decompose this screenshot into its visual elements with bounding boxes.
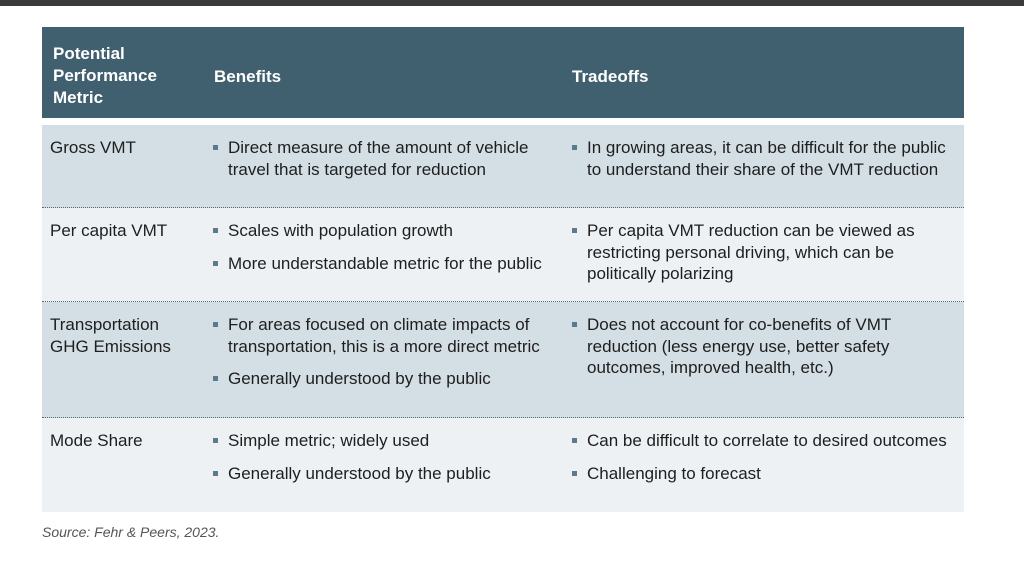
bullet-icon <box>213 471 218 476</box>
benefits-cell <box>211 314 556 401</box>
top-bar <box>0 0 1024 6</box>
header-benefits: Benefits <box>214 67 282 86</box>
benefit-item <box>211 137 556 180</box>
bullet-icon <box>213 322 218 327</box>
tradeoff-item <box>570 220 955 285</box>
benefit-item <box>211 253 556 275</box>
benefit-text: For areas focused on climate impacts of transportation, this is a more direct metric <box>228 315 540 356</box>
bullet-icon <box>572 145 577 150</box>
bullet-icon <box>572 322 577 327</box>
benefits-cell <box>211 430 556 495</box>
benefit-text: Simple metric; widely used <box>228 431 430 450</box>
tradeoff-item <box>570 137 955 180</box>
benefit-text: Scales with population growth <box>228 221 453 240</box>
tradeoff-item <box>570 463 955 485</box>
benefit-item <box>211 220 556 242</box>
benefit-item <box>211 463 556 485</box>
tradeoff-item <box>570 430 955 452</box>
bullet-icon <box>213 145 218 150</box>
table-row <box>42 302 964 418</box>
tradeoff-text: Per capita VMT reduction can be viewed as restricting personal driving, which can be politically polarizing <box>587 221 915 283</box>
metric-cell: Mode Share <box>50 431 143 450</box>
bullet-icon <box>213 376 218 381</box>
benefits-cell <box>211 137 556 191</box>
benefit-item <box>211 368 556 390</box>
benefit-text: More understandable metric for the public <box>228 253 542 273</box>
tradeoffs-cell <box>570 137 955 191</box>
tradeoffs-cell <box>570 314 955 390</box>
table-row <box>42 418 964 512</box>
benefit-item <box>211 314 556 357</box>
bullet-icon <box>572 471 577 476</box>
source-caption: Source: Fehr & Peers, 2023. <box>42 524 220 540</box>
metrics-table <box>42 27 964 512</box>
tradeoff-text: Can be difficult to correlate to desired outcomes <box>587 431 947 450</box>
table-row <box>42 208 964 302</box>
benefits-cell <box>211 220 556 285</box>
header-tradeoffs: Tradeoffs <box>572 67 649 86</box>
benefit-text: Generally understood by the public <box>228 369 491 388</box>
table-header <box>42 27 964 118</box>
tradeoff-text: Does not account for co-benefits of VMT reduction (less energy use, better safety outcomes, improved health, etc.) <box>587 315 891 377</box>
benefit-text: Generally understood by the public <box>228 463 491 483</box>
header-gap <box>42 118 964 125</box>
metric-cell: Gross VMT <box>50 138 136 157</box>
tradeoffs-cell <box>570 430 955 495</box>
bullet-icon <box>572 228 577 233</box>
bullet-icon <box>213 261 218 266</box>
bullet-icon <box>572 438 577 443</box>
metric-cell: Per capita VMT <box>50 221 168 240</box>
metric-cell: Transportation GHG Emissions <box>50 315 171 356</box>
tradeoff-text: In growing areas, it can be difficult for the public to understand their share of the VMT reduction <box>587 138 946 179</box>
benefit-text: Direct measure of the amount of vehicle travel that is targeted for reduction <box>228 138 529 179</box>
tradeoff-item <box>570 314 955 379</box>
table-row <box>42 125 964 208</box>
tradeoff-text: Challenging to forecast <box>587 463 761 483</box>
bullet-icon <box>213 438 218 443</box>
bullet-icon <box>213 228 218 233</box>
benefit-item <box>211 430 556 452</box>
header-metric: Potential Performance Metric <box>53 44 157 107</box>
tradeoffs-cell <box>570 220 955 296</box>
